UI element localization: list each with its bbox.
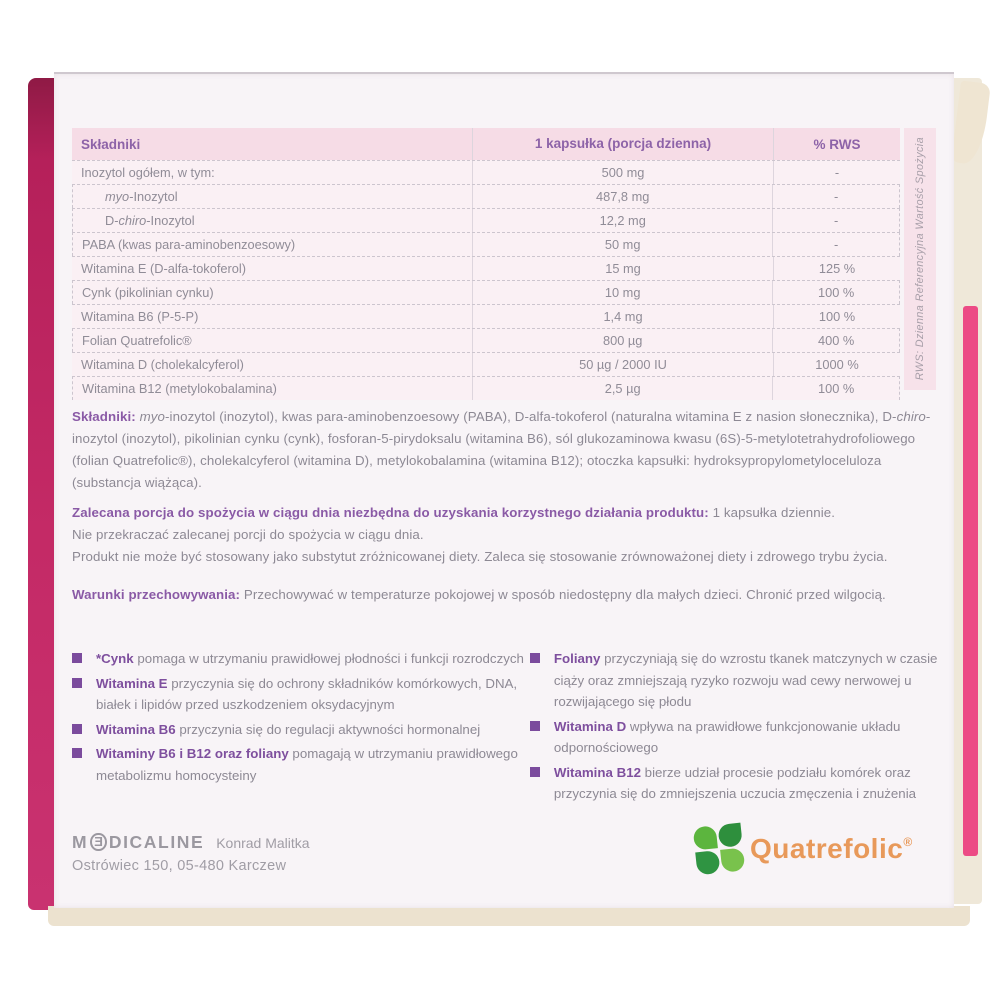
- benefit-item-zinc: [72, 648, 526, 670]
- box-right-pink-stripe: [963, 306, 978, 856]
- benefit-text: wpływa na prawidłowe funkcjonowanie układu odpornościowego: [553, 718, 901, 755]
- dosage-paragraph: [72, 502, 944, 568]
- storage-paragraph: [72, 584, 944, 606]
- table-cell-rws: -: [834, 213, 839, 228]
- quatrefolic-logo: [694, 824, 913, 874]
- dosage-lead: Zalecana porcja do spożycia w ciągu dnia niezbędna do uzyskania korzystnego działania produktu:: [72, 505, 709, 520]
- medicaline-e-icon: Ǝ: [90, 833, 107, 851]
- table-cell-ingredient: Witamina B12 (metylokobalamina): [82, 381, 277, 396]
- ingredients-paragraph: [72, 406, 944, 494]
- benefit-item-vitamin-e: [72, 673, 526, 716]
- table-cell-ingredient: Cynk (pikolinian cynku): [82, 285, 214, 300]
- table-cell-ingredient: Witamina E (D-alfa-tokoferol): [81, 261, 246, 276]
- clover-petal: [720, 847, 745, 872]
- table-cell-ingredient: Inozytol ogółem, w tym:: [81, 165, 215, 180]
- bullet-square-icon: [72, 653, 82, 663]
- ingredients-text: -inozytol (inozytol), kwas para-aminobenzoesowy (PABA), D-alfa-tokoferol (naturalna witamina E z nasion słonecznika), D-: [165, 409, 897, 424]
- rws-note-strip: [904, 128, 936, 390]
- table-row: [72, 304, 900, 328]
- benefit-lead: Witamina B6: [96, 721, 176, 737]
- bullet-square-icon: [530, 653, 540, 663]
- header-rws: % RWS: [813, 136, 861, 152]
- table-cell-amount: 50 mg: [472, 233, 773, 256]
- rws-note-text: RWS: Dzienna Referencyjna Wartość Spożycia: [914, 137, 926, 381]
- registered-trademark-icon: ®: [903, 835, 913, 849]
- ingredients-italic-chiro: chiro: [896, 409, 926, 424]
- table-cell-ingredient: D-chiro-Inozytol: [105, 213, 195, 228]
- table-cell-rws: -: [834, 165, 840, 180]
- quatrefolic-text: Quatrefolic: [750, 833, 904, 864]
- clover-petal: [717, 823, 742, 848]
- table-cell-amount: 500 mg: [472, 161, 774, 184]
- manufacturer-brand-line: [72, 832, 310, 853]
- manufacturer-owner: Konrad Malitka: [216, 835, 310, 851]
- table-cell-amount: 50 µg / 2000 IU: [472, 353, 774, 376]
- ingredients-table-body: [72, 160, 900, 400]
- supplement-box-back: [28, 70, 982, 926]
- benefit-item-vitamin-b6: [72, 719, 526, 741]
- table-cell-rws: 100 %: [818, 381, 855, 396]
- header-per-capsule: 1 kapsułka (porcja dzienna): [472, 128, 774, 160]
- benefit-item-folates: [530, 648, 944, 713]
- benefit-text: przyczynia się do regulacji aktywności hormonalnej: [175, 721, 481, 737]
- table-cell-rws: 100 %: [818, 285, 855, 300]
- table-row: [72, 280, 900, 304]
- box-back-panel: [54, 72, 954, 908]
- bullet-square-icon: [530, 767, 540, 777]
- table-cell-amount: 1,4 mg: [472, 305, 774, 328]
- benefit-text: przyczyniają się do wzrostu tkanek matczynych w czasie ciąży oraz zmniejszają ryzyko rozwoju wad cewy nerwowej u rozwijającego się płodu: [553, 651, 938, 709]
- dosage-amount: 1 kapsułka dziennie.: [708, 505, 836, 520]
- box-left-edge: [28, 78, 54, 910]
- table-cell-rws: -: [834, 189, 839, 204]
- table-cell-ingredient: Folian Quatrefolic®: [82, 333, 192, 348]
- bullet-square-icon: [72, 748, 82, 758]
- benefits-left-column: [72, 648, 526, 808]
- benefit-lead: Witamina E: [96, 675, 168, 691]
- storage-lead: Warunki przechowywania:: [72, 587, 241, 602]
- table-cell-rws: 100 %: [818, 309, 856, 324]
- box-bottom-edge: [48, 906, 970, 926]
- table-row: [72, 232, 900, 256]
- benefits-section: [72, 648, 944, 808]
- table-cell-rws: -: [834, 237, 839, 252]
- manufacturer-block: [72, 832, 310, 874]
- ingredients-lead: Składniki:: [72, 409, 136, 424]
- medicaline-logo: [72, 832, 204, 852]
- manufacturer-address: Ostrówiec 150, 05-480 Karczew: [72, 858, 287, 874]
- nutrition-table: [72, 128, 900, 400]
- benefit-text: bierze udział procesie podziału komórek oraz przyczynia się do zmniejszenia uczucia zmęczenia i znużenia: [553, 764, 917, 801]
- table-cell-rws: 1000 %: [815, 357, 859, 372]
- table-cell-ingredient: Witamina D (cholekalcyferol): [81, 357, 244, 372]
- table-cell-rws: 400 %: [818, 333, 855, 348]
- benefits-right-column: [530, 648, 944, 808]
- ingredients-italic-myo: myo: [139, 409, 166, 424]
- table-cell-amount: 12,2 mg: [472, 209, 773, 232]
- benefit-text: pomagają w utrzymaniu prawidłowego metabolizmu homocysteiny: [96, 746, 518, 783]
- benefit-item-b6-b12-folate: [72, 743, 526, 786]
- table-cell-ingredient: PABA (kwas para-aminobenzoesowy): [82, 237, 296, 252]
- benefit-lead: Witamina D: [553, 718, 627, 734]
- table-row: [72, 256, 900, 280]
- benefit-item-vitamin-d: [530, 716, 944, 759]
- dosage-line2: Nie przekraczać zalecanej porcji do spożycia w ciągu dnia.: [72, 527, 424, 542]
- benefit-lead: Witaminy B6 i B12 oraz foliany: [96, 746, 289, 761]
- benefit-item-vitamin-b12: [530, 762, 944, 805]
- table-cell-ingredient: myo-Inozytol: [105, 189, 178, 204]
- table-row: [72, 160, 900, 184]
- table-cell-ingredient: Witamina B6 (P-5-P): [81, 309, 199, 324]
- benefit-lead: Witamina B12: [553, 764, 641, 780]
- storage-text: Przechowywać w temperaturze pokojowej w sposób niedostępny dla małych dzieci. Chronić przed wilgocią.: [240, 587, 886, 602]
- table-row: [72, 376, 900, 400]
- nutrition-table-header: [72, 128, 900, 160]
- bullet-square-icon: [72, 724, 82, 734]
- benefit-lead: *Cynk: [96, 651, 134, 666]
- table-row: [72, 184, 900, 208]
- benefit-lead: Foliany: [553, 651, 601, 666]
- table-cell-amount: 10 mg: [472, 281, 773, 304]
- table-cell-amount: 800 µg: [472, 329, 773, 352]
- clover-icon: [692, 822, 747, 877]
- ingredients-text: -inozytol (inozytol), pikolinian cynku (cynk), fosforan-5-pirydoksalu (witamina B6), sól glukozaminowa kwasu (6S)-5-metylotetrahydrofoliowego (folian Quatrefolic®), cholekalcyferol (witamina D), metylokobalamina (witamina B12); otoczka kapsułki: hydroksypropylometyloceluloza (substancja wiążąca).: [72, 409, 931, 490]
- brand-text: M: [72, 832, 89, 852]
- box-right-edge: [954, 78, 982, 904]
- bullet-square-icon: [72, 678, 82, 688]
- table-cell-amount: 487,8 mg: [472, 185, 773, 208]
- benefit-text: pomaga w utrzymaniu prawidłowej płodności i funkcji rozrodczych: [133, 651, 524, 666]
- table-cell-amount: 15 mg: [472, 257, 774, 280]
- brand-text: DICALINE: [108, 832, 205, 852]
- clover-petal: [693, 825, 718, 850]
- header-ingredients: Składniki: [81, 136, 141, 152]
- dosage-line3: Produkt nie może być stosowany jako substytut zróżnicowanej diety. Zaleca się stosowanie zrównoważonej diety i zdrowego trybu życia.: [72, 549, 888, 564]
- table-row: [72, 352, 900, 376]
- table-cell-rws: 125 %: [818, 261, 856, 276]
- bullet-square-icon: [530, 721, 540, 731]
- table-cell-amount: 2,5 µg: [472, 377, 773, 400]
- benefit-text: przyczynia się do ochrony składników komórkowych, DNA, białek i lipidów przed uszkodzeniem oksydacyjnym: [96, 675, 518, 712]
- table-row: [72, 328, 900, 352]
- quatrefolic-wordmark: [750, 833, 913, 865]
- clover-petal: [695, 850, 720, 875]
- table-row: [72, 208, 900, 232]
